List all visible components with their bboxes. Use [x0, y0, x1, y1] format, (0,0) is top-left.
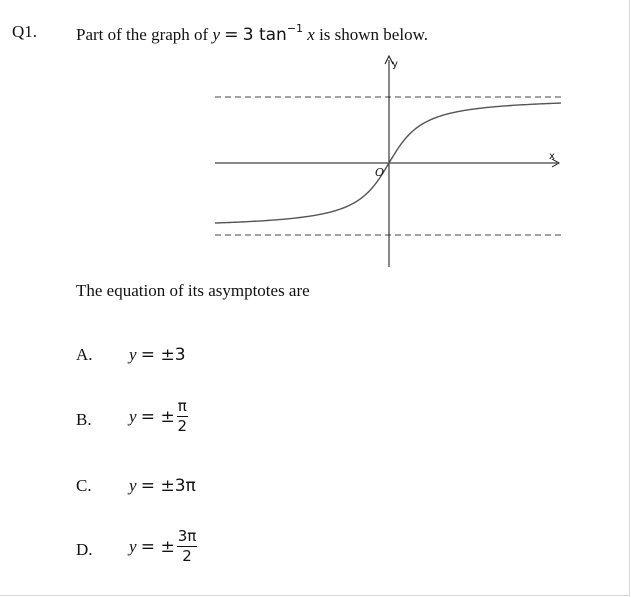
y-axis-label: y: [392, 59, 398, 70]
option-a-expression[interactable]: [129, 345, 186, 365]
option-c-letter[interactable]: C.: [76, 476, 92, 495]
option-a-rel: = ±: [140, 345, 175, 365]
stem-var-y: y: [212, 25, 220, 44]
origin-label: O: [375, 166, 385, 179]
option-c-value: 3π: [174, 476, 196, 496]
prompt-text: The equation of its asymptotes are: [76, 281, 310, 300]
option-c-lhs: y: [129, 476, 137, 495]
option-b-rel: = ±: [140, 406, 175, 427]
stem-prefix: Part of the graph of: [76, 25, 209, 44]
question-number: Q1.: [12, 22, 38, 41]
option-b-denominator: 2: [177, 417, 187, 435]
stem-var-x: x: [307, 25, 315, 44]
option-b-lhs: y: [129, 406, 137, 426]
option-d-rel: = ±: [140, 536, 175, 557]
x-axis-label: x: [549, 151, 555, 162]
arctan-graph: [205, 50, 580, 275]
option-a-letter[interactable]: A.: [76, 345, 93, 364]
option-d-letter[interactable]: D.: [76, 540, 93, 559]
option-d-expression[interactable]: [129, 528, 197, 565]
option-c-expression[interactable]: [129, 476, 196, 496]
option-a-value: 3: [174, 345, 186, 365]
stem-suffix: is shown below.: [319, 25, 429, 44]
stem-equals: =: [224, 25, 239, 45]
option-d-fraction: [177, 528, 198, 565]
option-d-numerator: 3π: [177, 527, 197, 545]
stem-exponent: −1: [286, 22, 304, 35]
option-b-numerator: π: [177, 397, 187, 415]
option-d-denominator: 2: [182, 547, 192, 565]
stem-coef: 3 tan: [242, 25, 287, 45]
option-b-expression[interactable]: [129, 398, 188, 435]
question-stem: [76, 22, 428, 45]
option-c-rel: = ±: [140, 476, 175, 496]
option-b-letter[interactable]: B.: [76, 410, 92, 429]
option-b-fraction: [177, 398, 188, 435]
option-d-lhs: y: [129, 536, 137, 556]
option-a-lhs: y: [129, 345, 137, 364]
